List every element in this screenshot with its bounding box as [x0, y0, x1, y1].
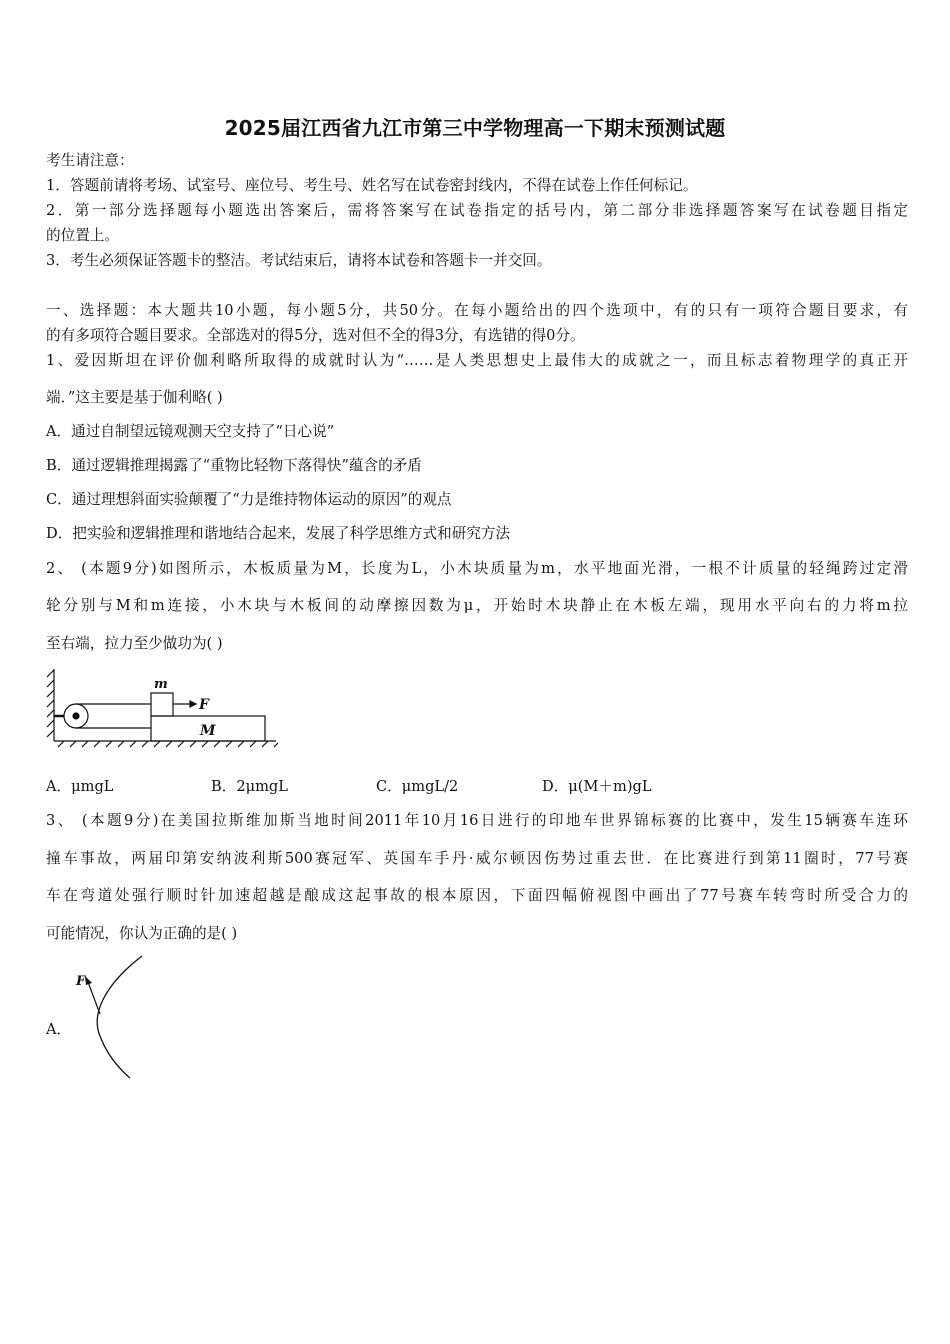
ground-hatch-4	[94, 741, 100, 747]
q1-option-b: B．通过逻辑推理揭露了“重物比轻物下落得快”蕴含的矛盾	[46, 457, 422, 474]
force-arrow-head	[190, 701, 196, 707]
q3-figure-a	[70, 952, 150, 1084]
ground-hatch-5	[106, 741, 112, 747]
ground-hatch-6	[118, 741, 124, 747]
ground-hatch-18	[262, 741, 268, 747]
label-M: M	[200, 723, 216, 739]
q2-stem-line1: 2、 (本题9分)如图所示，木板质量为M，长度为L，小木块质量为m，水平地面光滑，一根不计质量的轻绳跨过定滑	[46, 560, 908, 577]
wall-hatch-6	[47, 720, 54, 727]
q1-option-a: A．通过自制望远镜观测天空支持了“日心说”	[46, 423, 335, 440]
q3-stem-line4: 可能情况，你认为正确的是( )	[46, 925, 238, 942]
ground-hatch-1	[58, 741, 64, 747]
ground-hatch-3	[82, 741, 88, 747]
q3-stem-line1: 3、 (本题9分)在美国拉斯维加斯当地时间2011年10月16日进行的印地车世界锦标赛的比赛中，发生15辆赛车连环	[46, 812, 908, 829]
curve-path	[97, 956, 142, 1078]
label-m: m	[154, 677, 168, 692]
ground-hatch-17	[250, 741, 256, 747]
ground-hatch-15	[226, 741, 232, 747]
wall-hatch-7	[47, 730, 54, 737]
page-title: 2025届江西省九江市第三中学物理高一下期末预测试题	[224, 116, 726, 140]
q2-stem-line2: 轮分别与M和m连接，小木块与木板间的动摩擦因数为μ，开始时木块静止在木板左端，现用水平向右的力将m拉	[46, 597, 908, 614]
ground-hatch-7	[130, 741, 136, 747]
q2-option-d: D．μ(M＋m)gL	[542, 778, 652, 795]
wall-hatch-5	[47, 710, 54, 717]
ground-hatch-11	[178, 741, 184, 747]
q3-stem-line3: 车在弯道处强行顺时针加速超越是酿成这起事故的根本原因，下面四幅俯视图中画出了77号赛车转弯时所受合力的	[46, 887, 908, 904]
q2-option-c: C．μmgL/2	[376, 778, 459, 795]
notice-item-2: 2．第一部分选择题每小题选出答案后，需将答案写在试卷指定的括号内，第二部分非选择题答案写在试卷题目指定	[46, 202, 908, 219]
section1-intro-line2: 的有多项符合题目要求。全部选对的得5分，选对但不全的得3分，有选错的得0分。	[46, 327, 585, 344]
ground-hatch-2	[70, 741, 76, 747]
q2-option-a: A．μmgL	[46, 778, 114, 795]
q1-stem-line1: 1、爱因斯坦在评价伽利略所取得的成就时认为“……是人类思想史上最伟大的成就之一，而且标志着物理学的真正开	[46, 352, 908, 369]
ground-hatch-8	[142, 741, 148, 747]
notice-item-1: 1．答题前请将考场、试室号、座位号、考生号、姓名写在试卷密封线内，不得在试卷上作任何标记。	[46, 177, 698, 194]
q2-option-b: B．2μmgL	[211, 778, 288, 795]
ground-hatch-13	[202, 741, 208, 747]
wall-hatch-1	[47, 670, 54, 677]
block-m	[151, 693, 173, 716]
ground-hatch-12	[190, 741, 196, 747]
section1-intro-line1: 一、选择题：本大题共10小题，每小题5分，共50分。在每小题给出的四个选项中，有的只有一项符合题目要求，有	[46, 302, 908, 319]
q3-option-a-label: A．	[46, 1021, 72, 1038]
notice-item-3: 3．考生必须保证答题卡的整洁。考试结束后，请将本试卷和答题卡一并交回。	[46, 252, 552, 269]
ground-hatch-16	[238, 741, 244, 747]
force-arrow-shaft-q3	[88, 982, 100, 1014]
wall-hatch-4	[47, 700, 54, 707]
notice-item-2-cont: 的位置上。	[46, 227, 119, 244]
label-F-q3: F	[76, 974, 86, 989]
q2-stem-line3: 至右端，拉力至少做功为( )	[46, 635, 223, 652]
ground-hatch-19	[274, 743, 278, 747]
ground-hatch-14	[214, 741, 220, 747]
q1-option-d: D．把实验和逻辑推理和谐地结合起来，发展了科学思维方式和研究方法	[46, 525, 511, 542]
notice-heading: 考生请注意：	[46, 152, 134, 169]
label-F: F	[199, 697, 209, 713]
wall-hatch-3	[47, 690, 54, 697]
force-arrow-head-q3	[85, 976, 92, 985]
q3-stem-line2: 撞车事故，两届印第安纳波利斯500赛冠军、英国车手丹·威尔顿因伤势过重去世．在比赛进行到第11圈时，77号赛	[46, 850, 908, 867]
q2-figure	[44, 665, 284, 753]
ground-hatch-10	[166, 741, 172, 747]
ground-hatch-9	[154, 741, 160, 747]
q1-stem-line2: 端．”这主要是基于伽利略( )	[46, 389, 223, 406]
wall-hatch-2	[47, 680, 54, 687]
q1-option-c: C．通过理想斜面实验颠覆了“力是维持物体运动的原因”的观点	[46, 491, 452, 508]
pulley-hub	[73, 713, 79, 719]
